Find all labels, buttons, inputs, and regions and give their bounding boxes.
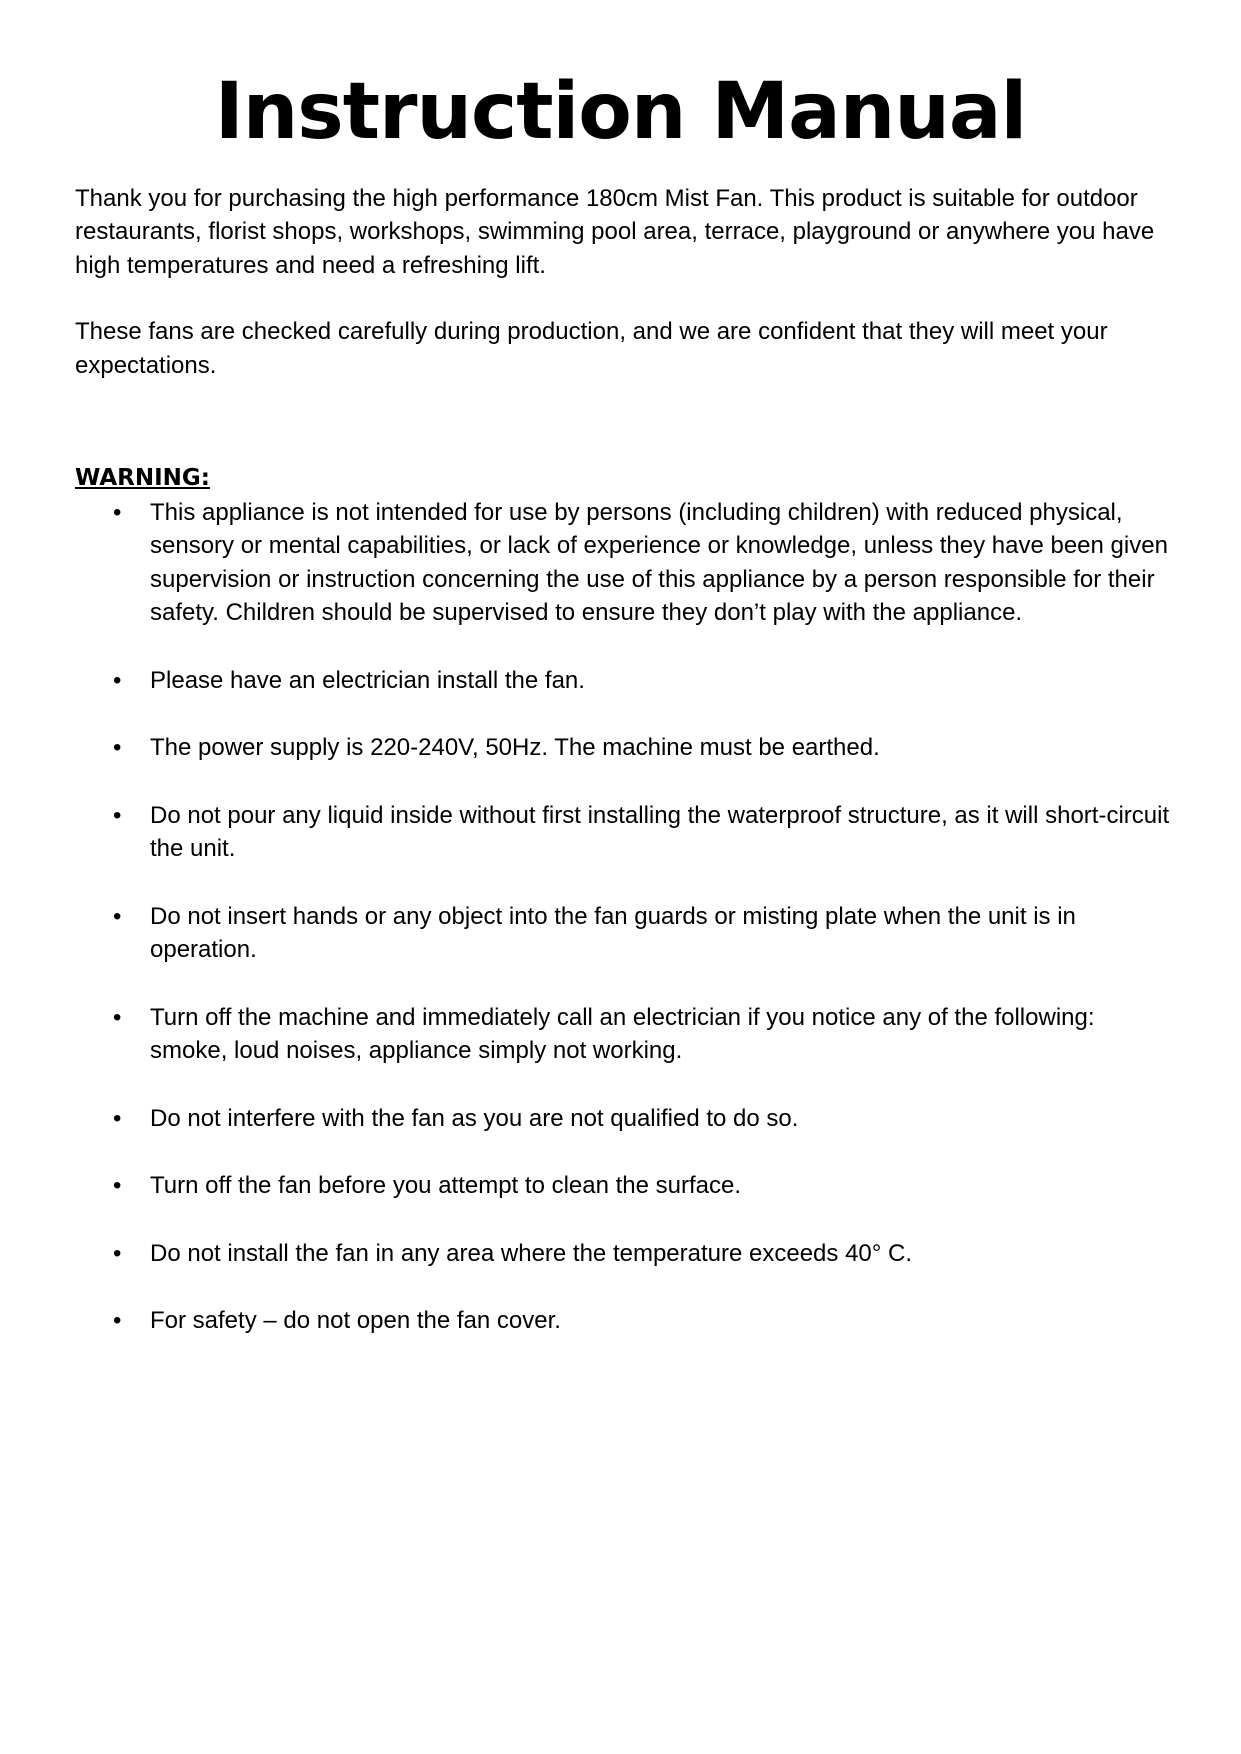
warning-item xyxy=(75,496,1175,630)
warning-item-text: Do not interfere with the fan as you are not qualified to do so. xyxy=(150,1104,799,1132)
warning-list xyxy=(75,496,1175,1338)
warning-item xyxy=(75,664,1175,698)
bullet-icon: • xyxy=(113,498,122,526)
warning-item-text: Do not install the fan in any area where the temperature exceeds 40° C. xyxy=(150,1239,913,1267)
document-title: Instruction Manual xyxy=(214,67,1027,157)
warning-item xyxy=(75,1169,1175,1203)
warning-item-text: Do not pour any liquid inside without first installing the waterproof structure, as it will short-circuit the unit. xyxy=(150,801,1170,863)
warning-item xyxy=(75,799,1175,866)
bullet-icon: • xyxy=(113,734,122,762)
bullet-icon: • xyxy=(113,1003,122,1031)
intro-paragraph: These fans are checked carefully during production, and we are confident that they will meet your expectations. xyxy=(75,318,1108,379)
intro-paragraph: Thank you for purchasing the high performance 180cm Mist Fan. This product is suitable for outdoor restaurants, florist shops, workshops, swimming pool area, terrace, playground or anywhere you have high temperatures and need a refreshing lift. xyxy=(75,184,1155,279)
warning-item-text: The power supply is 220-240V, 50Hz. The machine must be earthed. xyxy=(150,734,880,762)
bullet-icon: • xyxy=(113,1104,122,1132)
warning-item-text: For safety – do not open the fan cover. xyxy=(150,1307,561,1335)
bullet-icon: • xyxy=(113,801,122,829)
warning-item xyxy=(75,1304,1175,1338)
bullet-icon: • xyxy=(113,1307,122,1335)
bullet-icon: • xyxy=(113,1239,122,1267)
warning-heading: WARNING: xyxy=(75,465,210,492)
bullet-icon: • xyxy=(113,666,122,694)
warning-item-text: Turn off the machine and immediately call an electrician if you notice any of the following: smoke, loud noises, appliance simply not working. xyxy=(150,1003,1095,1065)
warning-item xyxy=(75,900,1175,967)
warning-item-text: Please have an electrician install the fan. xyxy=(150,666,585,694)
document-page xyxy=(75,67,1175,1372)
warning-item-text: Turn off the fan before you attempt to clean the surface. xyxy=(150,1172,742,1200)
warning-item xyxy=(75,1001,1175,1068)
warning-item-text: This appliance is not intended for use by persons (including children) with reduced physical, sensory or mental capabilities, or lack of experience or knowledge, unless they have been given supervision or instruction concerning the use of this appliance by a person responsible for their safety. Children should be supervised to ensure they don’t play with the appliance. xyxy=(150,498,1168,627)
warning-item xyxy=(75,1237,1175,1271)
warning-item xyxy=(75,731,1175,765)
bullet-icon: • xyxy=(113,1172,122,1200)
warning-item-text: Do not insert hands or any object into the fan guards or misting plate when the unit is in operation. xyxy=(150,902,1076,964)
bullet-icon: • xyxy=(113,902,122,930)
warning-item xyxy=(75,1102,1175,1136)
